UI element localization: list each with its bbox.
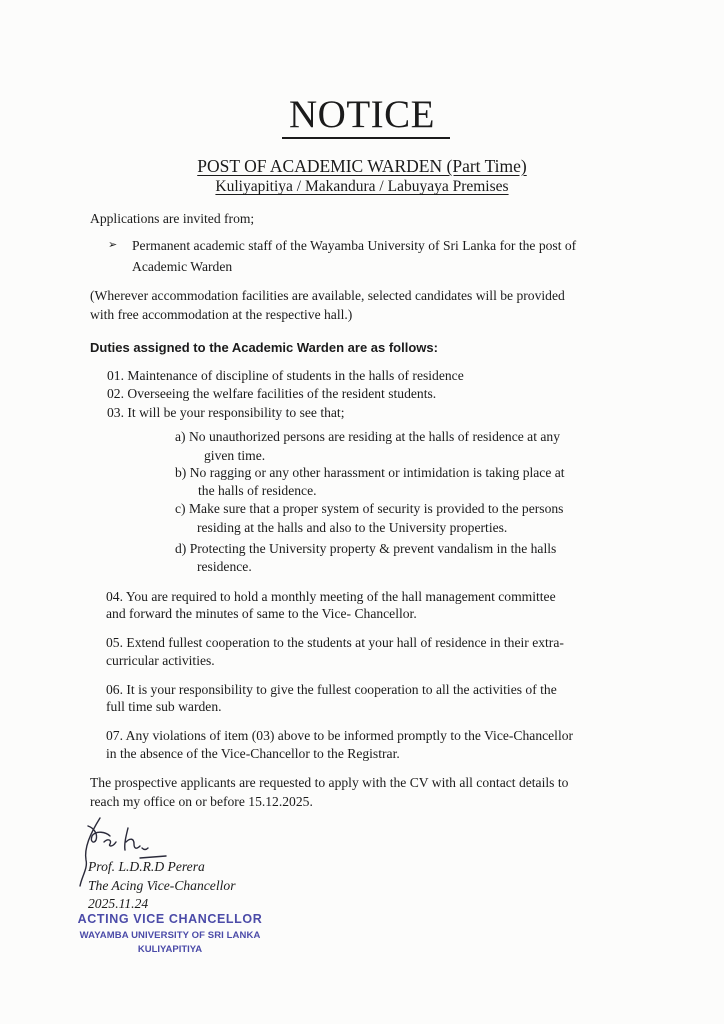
duty-01: 01. Maintenance of discipline of students in the halls of residence [107, 368, 464, 383]
duties-heading: Duties assigned to the Academic Warden are as follows: [90, 340, 438, 355]
signature-date: 2025.11.24 [88, 896, 149, 911]
duty-06-line-2: full time sub warden. [106, 699, 222, 714]
duty-05-line-2: curricular activities. [106, 653, 215, 668]
sub-item-b-line-1: b) No ragging or any other harassment or intimidation is taking place at [175, 465, 565, 480]
bullet-line-2: Academic Warden [132, 259, 233, 274]
title-underline [282, 137, 450, 139]
duty-03: 03. It will be your responsibility to see that; [107, 405, 345, 420]
bullet-line-1: Permanent academic staff of the Wayamba University of Sri Lanka for the post of [132, 238, 577, 253]
duty-07-line-1: 07. Any violations of item (03) above to be informed promptly to the Vice-Chancellor [106, 728, 574, 743]
accommodation-line-1: (Wherever accommodation facilities are available, selected candidates will be provided [90, 288, 565, 303]
closing-line-2: reach my office on or before 15.12.2025. [90, 794, 313, 809]
sub-item-b-line-2: the halls of residence. [198, 483, 317, 498]
sub-item-d-line-2: residence. [197, 559, 252, 574]
sub-item-c-line-1: c) Make sure that a proper system of security is provided to the persons [175, 501, 564, 516]
arrow-bullet-icon: ➢ [108, 239, 118, 251]
duty-07-line-2: in the absence of the Vice-Chancellor to the Registrar. [106, 746, 400, 761]
sub-item-a-line-1: a) No unauthorized persons are residing at the halls of residence at any [175, 429, 561, 444]
premises-line: Kuliyapitiya / Makandura / Labuyaya Premises [215, 178, 509, 195]
stamp-line-2: WAYAMBA UNIVERSITY OF SRI LANKA [79, 930, 261, 941]
signatory-title: The Acing Vice-Chancellor [88, 878, 236, 893]
sub-item-c-line-2: residing at the halls and also to the University properties. [197, 520, 508, 535]
duty-04-line-2: and forward the minutes of same to the Vice- Chancellor. [106, 606, 417, 621]
duty-05-line-1: 05. Extend fullest cooperation to the students at your hall of residence in their extra- [106, 635, 564, 650]
stamp-line-3: KULIYAPITIYA [137, 944, 203, 955]
notice-title: NOTICE [289, 93, 435, 136]
duty-02: 02. Overseeing the welfare facilities of the resident students. [107, 386, 437, 401]
sub-item-d-line-1: d) Protecting the University property & prevent vandalism in the halls [175, 541, 557, 556]
closing-line-1: The prospective applicants are requested to apply with the CV with all contact details to [90, 775, 569, 790]
intro-text: Applications are invited from; [90, 211, 255, 226]
post-title: POST OF ACADEMIC WARDEN (Part Time) [197, 156, 527, 176]
duty-06-line-1: 06. It is your responsibility to give the fullest cooperation to all the activities of the [106, 682, 557, 697]
accommodation-line-2: with free accommodation at the respective hall.) [90, 307, 353, 322]
stamp-line-1: ACTING VICE CHANCELLOR [77, 912, 263, 926]
signatory-name: Prof. L.D.R.D Perera [88, 859, 205, 874]
sub-item-a-line-2: given time. [204, 448, 266, 463]
duty-04-line-1: 04. You are required to hold a monthly meeting of the hall management committee [106, 589, 556, 604]
